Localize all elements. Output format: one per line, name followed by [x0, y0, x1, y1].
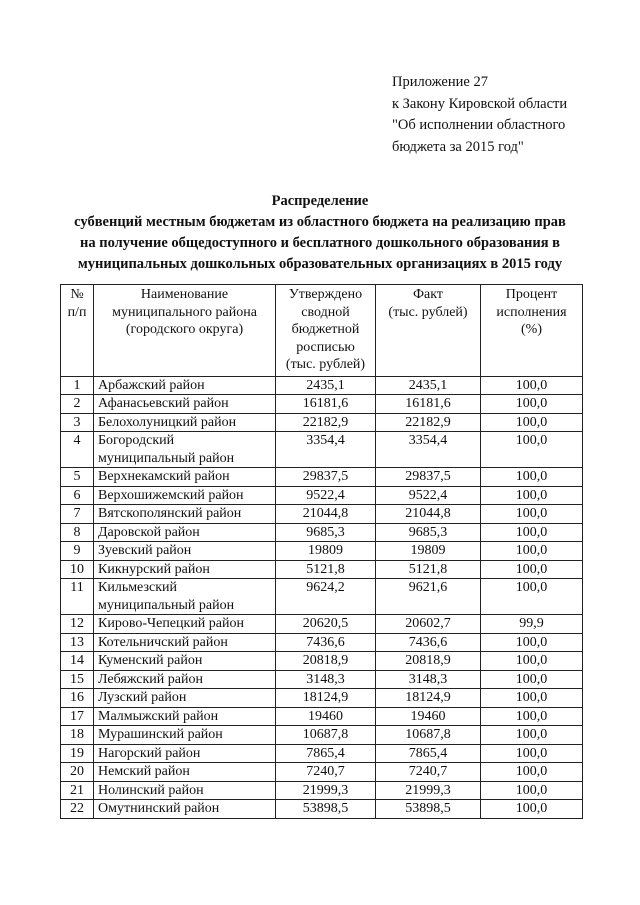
header-name: Наименование муниципального района (городского округа): [94, 285, 276, 377]
appendix-line: бюджета за 2015 год": [392, 138, 524, 155]
row-fact-amount: 3354,4: [376, 432, 481, 468]
row-approved-amount: 22182,9: [276, 413, 376, 432]
table-row: [61, 376, 583, 395]
district-name-line: Кильмезский: [98, 580, 177, 595]
row-district-name: [94, 395, 276, 414]
row-execution-percent: 100,0: [481, 432, 583, 468]
table-header-row: [61, 285, 583, 377]
row-number: 9: [61, 542, 94, 561]
row-fact-amount: 9522,4: [376, 486, 481, 505]
subvention-table: [60, 284, 583, 819]
row-number: 18: [61, 726, 94, 745]
row-number: 21: [61, 781, 94, 800]
row-execution-percent: 100,0: [481, 670, 583, 689]
district-name-line: Куменский район: [98, 653, 203, 668]
row-district-name: [94, 763, 276, 782]
row-fact-amount: 22182,9: [376, 413, 481, 432]
row-approved-amount: 53898,5: [276, 800, 376, 819]
row-approved-amount: 20620,5: [276, 615, 376, 634]
district-name-line: Лузский район: [98, 690, 187, 705]
row-execution-percent: 100,0: [481, 726, 583, 745]
row-number: 6: [61, 486, 94, 505]
district-name-line: Богородский: [98, 433, 175, 448]
row-execution-percent: 100,0: [481, 579, 583, 615]
row-approved-amount: 9685,3: [276, 523, 376, 542]
row-execution-percent: 100,0: [481, 633, 583, 652]
row-fact-amount: 9685,3: [376, 523, 481, 542]
district-name-line: Омутнинский район: [98, 801, 220, 816]
row-approved-amount: 29837,5: [276, 468, 376, 487]
table-row: [61, 432, 583, 468]
row-fact-amount: 19809: [376, 542, 481, 561]
header-fact: Факт (тыс. рублей): [376, 285, 481, 377]
table-row: [61, 633, 583, 652]
table-row: [61, 505, 583, 524]
appendix-line: к Закону Кировской области: [392, 95, 568, 112]
row-number: 2: [61, 395, 94, 414]
row-number: 13: [61, 633, 94, 652]
row-execution-percent: 100,0: [481, 707, 583, 726]
table-row: [61, 652, 583, 671]
district-name-line: Вятскополянский район: [98, 506, 242, 521]
appendix-line: "Об исполнении областного: [392, 117, 566, 133]
district-name-line: Арбажский район: [98, 377, 205, 393]
row-execution-percent: 100,0: [481, 523, 583, 542]
heading-line: Распределение: [271, 193, 369, 209]
row-approved-amount: 5121,8: [276, 560, 376, 579]
district-name-line: Даровской район: [98, 524, 200, 540]
table-row: [61, 468, 583, 487]
row-district-name: [94, 505, 276, 524]
header-approved: Утверждено сводной бюджетной росписью (тыс. рублей): [276, 285, 376, 377]
row-number: 14: [61, 652, 94, 671]
appendix-reference: [392, 72, 622, 158]
row-number: 8: [61, 523, 94, 542]
header-percent: Процент исполнения (%): [481, 285, 583, 377]
table-row: [61, 744, 583, 763]
district-name-line: Лебяжский район: [98, 671, 203, 687]
row-approved-amount: 7436,6: [276, 633, 376, 652]
table-row: [61, 486, 583, 505]
row-approved-amount: 9624,2: [276, 579, 376, 615]
row-number: 22: [61, 800, 94, 819]
row-district-name: [94, 376, 276, 395]
table-row: [61, 395, 583, 414]
district-name-line: Кикнурский район: [98, 561, 210, 577]
row-fact-amount: 29837,5: [376, 468, 481, 487]
row-fact-amount: 20818,9: [376, 652, 481, 671]
row-fact-amount: 18124,9: [376, 689, 481, 708]
row-execution-percent: 100,0: [481, 560, 583, 579]
district-name-line: Мурашинский район: [98, 727, 223, 742]
row-execution-percent: 100,0: [481, 763, 583, 782]
row-fact-amount: 53898,5: [376, 800, 481, 819]
row-execution-percent: 100,0: [481, 486, 583, 505]
row-district-name: [94, 486, 276, 505]
district-name-line: Верхошижемский район: [98, 487, 244, 503]
district-name-line: Котельничский район: [98, 634, 228, 650]
row-number: 15: [61, 670, 94, 689]
row-number: 3: [61, 413, 94, 432]
table-row: [61, 726, 583, 745]
row-approved-amount: 2435,1: [276, 376, 376, 395]
row-execution-percent: 100,0: [481, 744, 583, 763]
row-fact-amount: 20602,7: [376, 615, 481, 634]
table-row: [61, 523, 583, 542]
table-row: [61, 781, 583, 800]
row-execution-percent: 100,0: [481, 652, 583, 671]
appendix-line: Приложение 27: [392, 74, 488, 90]
row-approved-amount: 18124,9: [276, 689, 376, 708]
district-name-line: Нагорский район: [98, 745, 201, 761]
row-district-name: [94, 633, 276, 652]
row-approved-amount: 10687,8: [276, 726, 376, 745]
row-district-name: [94, 468, 276, 487]
row-district-name: [94, 781, 276, 800]
row-fact-amount: 7436,6: [376, 633, 481, 652]
row-district-name: [94, 542, 276, 561]
row-district-name: [94, 744, 276, 763]
row-fact-amount: 21044,8: [376, 505, 481, 524]
row-district-name: [94, 726, 276, 745]
row-approved-amount: 16181,6: [276, 395, 376, 414]
table-row: [61, 670, 583, 689]
row-approved-amount: 9522,4: [276, 486, 376, 505]
table-row: [61, 413, 583, 432]
row-number: 4: [61, 432, 94, 468]
row-number: 5: [61, 468, 94, 487]
row-fact-amount: 19460: [376, 707, 481, 726]
header-num: № п/п: [61, 285, 94, 377]
table-row: [61, 689, 583, 708]
row-approved-amount: 3148,3: [276, 670, 376, 689]
table-row: [61, 800, 583, 819]
row-approved-amount: 21044,8: [276, 505, 376, 524]
row-fact-amount: 7865,4: [376, 744, 481, 763]
row-execution-percent: 100,0: [481, 395, 583, 414]
row-number: 19: [61, 744, 94, 763]
row-execution-percent: 100,0: [481, 542, 583, 561]
row-fact-amount: 2435,1: [376, 376, 481, 395]
row-fact-amount: 5121,8: [376, 560, 481, 579]
district-name-line: Кирово-Чепецкий район: [98, 616, 245, 631]
row-number: 1: [61, 376, 94, 395]
row-district-name: [94, 707, 276, 726]
row-execution-percent: 100,0: [481, 689, 583, 708]
row-fact-amount: 7240,7: [376, 763, 481, 782]
row-district-name: [94, 689, 276, 708]
row-number: 10: [61, 560, 94, 579]
row-execution-percent: 100,0: [481, 376, 583, 395]
table-row: [61, 707, 583, 726]
district-name-line: Афанасьевский район: [98, 396, 229, 411]
row-fact-amount: 16181,6: [376, 395, 481, 414]
row-number: 17: [61, 707, 94, 726]
row-execution-percent: 100,0: [481, 468, 583, 487]
document-heading: [40, 191, 600, 275]
row-number: 11: [61, 579, 94, 615]
table-row: [61, 542, 583, 561]
row-district-name: [94, 560, 276, 579]
row-approved-amount: 21999,3: [276, 781, 376, 800]
row-approved-amount: 20818,9: [276, 652, 376, 671]
heading-line: субвенций местным бюджетам из областного бюджета на реализацию прав: [74, 214, 566, 230]
district-name-line: Нолинский район: [98, 782, 204, 798]
district-name-line: Белохолуницкий район: [98, 414, 237, 430]
row-number: 12: [61, 615, 94, 634]
table-body: [61, 376, 583, 818]
row-fact-amount: 9621,6: [376, 579, 481, 615]
district-name-line: муниципальный район: [98, 597, 235, 613]
row-number: 20: [61, 763, 94, 782]
table-row: [61, 560, 583, 579]
row-district-name: [94, 523, 276, 542]
row-approved-amount: 7240,7: [276, 763, 376, 782]
row-district-name: [94, 800, 276, 819]
district-name-line: Немский район: [98, 764, 190, 779]
row-approved-amount: 19809: [276, 542, 376, 561]
district-name-line: Малмыжский район: [98, 708, 219, 724]
row-number: 7: [61, 505, 94, 524]
row-fact-amount: 10687,8: [376, 726, 481, 745]
row-district-name: [94, 615, 276, 634]
row-approved-amount: 7865,4: [276, 744, 376, 763]
row-district-name: [94, 652, 276, 671]
district-name-line: Верхнекамский район: [98, 469, 230, 484]
table-row: [61, 763, 583, 782]
row-fact-amount: 3148,3: [376, 670, 481, 689]
district-name-line: Зуевский район: [98, 543, 192, 558]
heading-line: на получение общедоступного и бесплатного дошкольного образования в: [79, 235, 561, 251]
row-execution-percent: 100,0: [481, 505, 583, 524]
row-district-name: [94, 413, 276, 432]
row-execution-percent: 100,0: [481, 800, 583, 819]
district-name-line: муниципальный район: [98, 450, 235, 466]
row-approved-amount: 3354,4: [276, 432, 376, 468]
row-district-name: [94, 670, 276, 689]
row-execution-percent: 100,0: [481, 413, 583, 432]
heading-line: муниципальных дошкольных образовательных организациях в 2015 году: [77, 256, 563, 272]
row-district-name: [94, 579, 276, 615]
table-row: [61, 579, 583, 615]
row-fact-amount: 21999,3: [376, 781, 481, 800]
row-approved-amount: 19460: [276, 707, 376, 726]
row-district-name: [94, 432, 276, 468]
row-execution-percent: 99,9: [481, 615, 583, 634]
table-row: [61, 615, 583, 634]
row-number: 16: [61, 689, 94, 708]
row-execution-percent: 100,0: [481, 781, 583, 800]
